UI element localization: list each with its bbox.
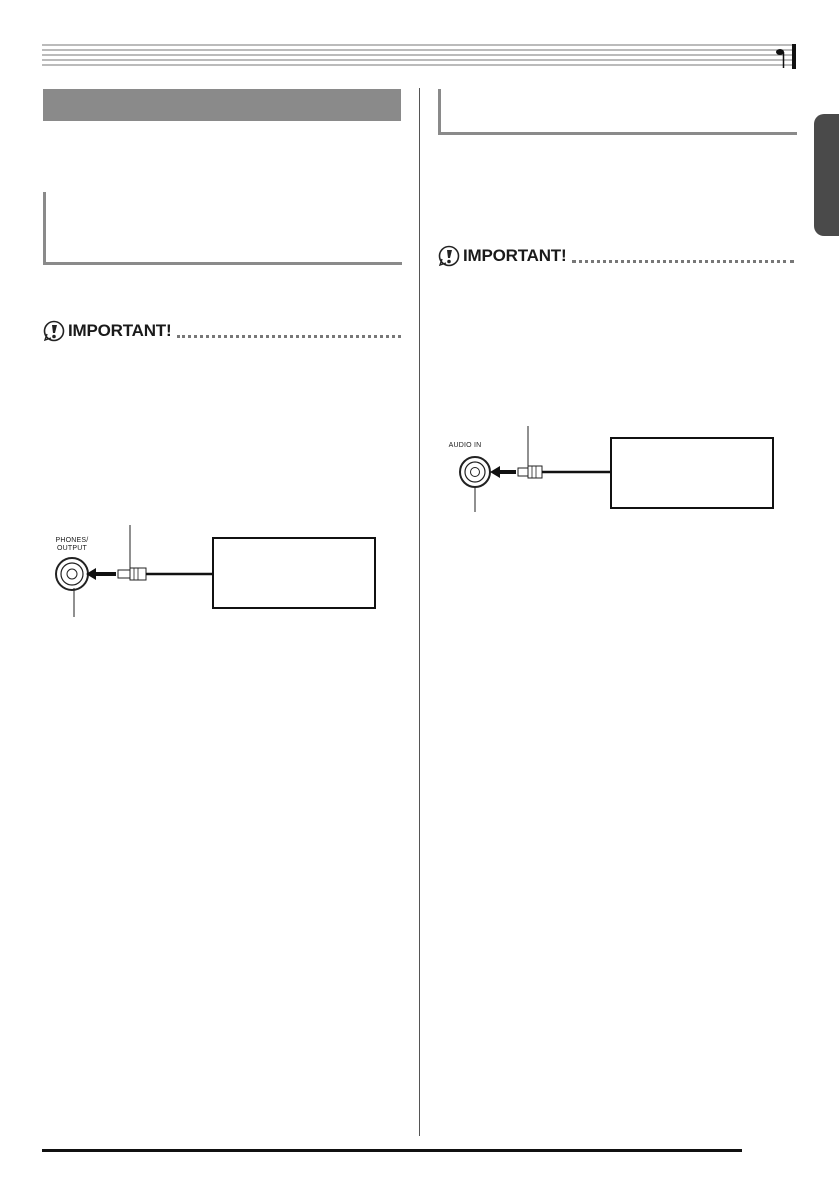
important-label: IMPORTANT! [463, 246, 567, 265]
section-heading-right [438, 89, 797, 135]
important-label: IMPORTANT! [68, 321, 172, 340]
staff-end-bar [792, 44, 796, 69]
chapter-tab [814, 114, 839, 236]
audio-in-diagram [440, 422, 780, 517]
important-dotted-rule [572, 260, 794, 263]
footer-rule [42, 1149, 742, 1152]
important-dotted-rule [177, 335, 401, 338]
external-device-box [212, 537, 376, 609]
section-banner-text [43, 89, 401, 103]
important-note-left [43, 320, 401, 342]
header-staff [42, 44, 794, 68]
external-device-box [610, 437, 774, 509]
section-heading-left [43, 192, 402, 265]
jack-label-text: AUDIO IN [448, 442, 482, 449]
jack-label-line1: PHONES/ [55, 537, 89, 544]
jack-label-line2: OUTPUT [57, 545, 87, 552]
music-note-icon [774, 44, 788, 68]
section-heading-right-text [441, 89, 797, 109]
exclamation-pencil-icon [438, 245, 460, 267]
exclamation-pencil-icon [43, 320, 65, 342]
important-note-right [438, 245, 794, 267]
phones-output-diagram [48, 525, 388, 625]
section-heading-left-text [46, 192, 402, 212]
column-divider [419, 88, 420, 1136]
section-banner [43, 89, 401, 121]
